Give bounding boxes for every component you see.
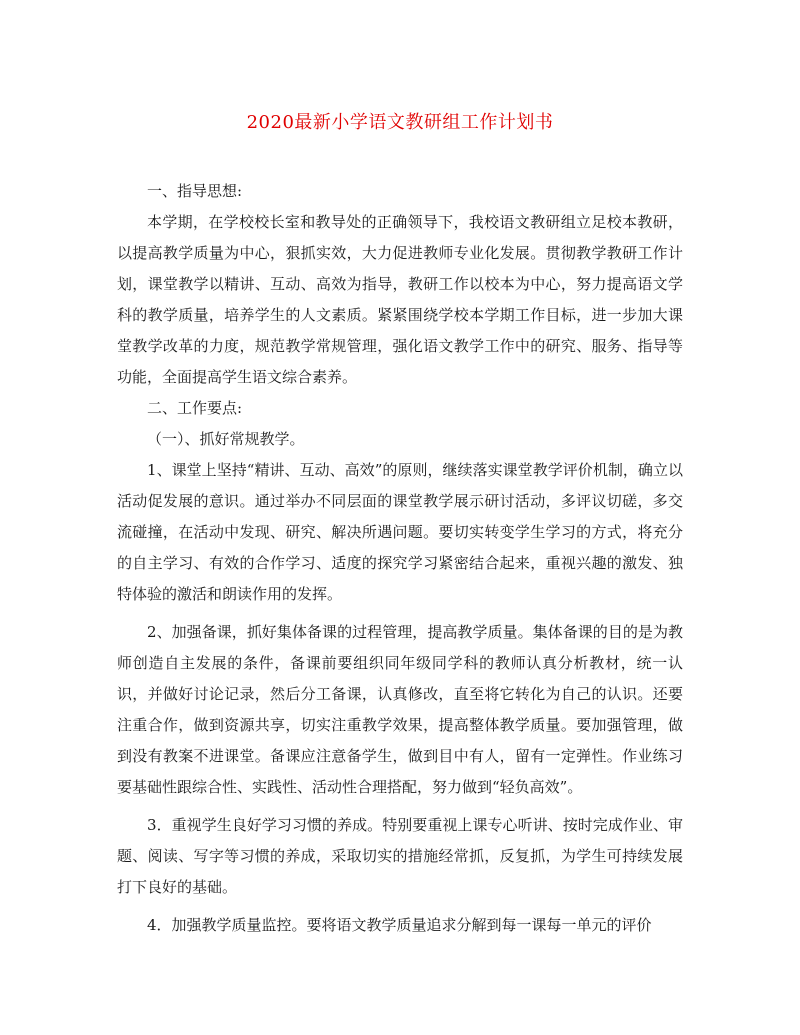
subsection-heading-routine-teaching: （一）、抓好常规教学。: [147, 430, 305, 448]
section-heading-guiding-thought: 一、指导思想:: [147, 182, 243, 200]
document-title: 2020最新小学语文教研组工作计划书: [246, 112, 554, 133]
section-heading-work-points: 二、工作要点:: [147, 399, 243, 417]
paragraph-item-2: 2、加强备课，抓好集体备课的过程管理，提高教学质量。集体备课的目的是为教师创造自主发展的条件，备课前要组织同年级同学科的教师认真分析教材，统一认识，并做好讨论记录，然后分工备课，认真修改，直至将它转化为自己的认识。还要注重合作，做到资源共享，切实注重教学效果，提高整体教学质量。要加强管理，做到没有教案不进课堂。备课应注意备学生，做到目中有人，留有一定弹性。作业练习要基础性跟综合性、实践性、活动性合理搭配，努力做到“轻负高效”。: [117, 623, 683, 796]
paragraph-item-3: 3．重视学生良好学习习惯的养成。特别要重视上课专心听讲、按时完成作业、审题、阅读、写字等习惯的养成，采取切实的措施经常抓，反复抓，为学生可持续发展打下良好的基础。: [117, 816, 683, 896]
document-body: [117, 176, 683, 941]
paragraph-guiding-thought: 本学期，在学校校长室和教导处的正确领导下，我校语文教研组立足校本教研，以提高教学质量为中心，狠抓实效，大力促进教师专业化发展。贯彻教学教研工作计划，课堂教学以精讲、互动、高效为指导，教研工作以校本为中心，努力提高语文学科的教学质量，培养学生的人文素质。紧紧围绕学校本学期工作目标，进一步加大课堂教学改革的力度，规范教学常规管理，强化语文教学工作中的研究、服务、指导等功能，全面提高学生语文综合素养。: [117, 213, 683, 386]
paragraph-item-1: 1、课堂上坚持“精讲、互动、高效”的原则，继续落实课堂教学评价机制，确立以活动促发展的意识。通过举办不同层面的课堂教学展示研讨活动，多评议切磋，多交流碰撞，在活动中发现、研究、解决所遇问题。要切实转变学生学习的方式，将充分的自主学习、有效的合作学习、适度的探究学习紧密结合起来，重视兴趣的激发、独特体验的激活和朗读作用的发挥。: [117, 461, 683, 603]
paragraph-item-4: 4．加强教学质量监控。要将语文教学质量追求分解到每一课每一单元的评价: [147, 916, 652, 934]
